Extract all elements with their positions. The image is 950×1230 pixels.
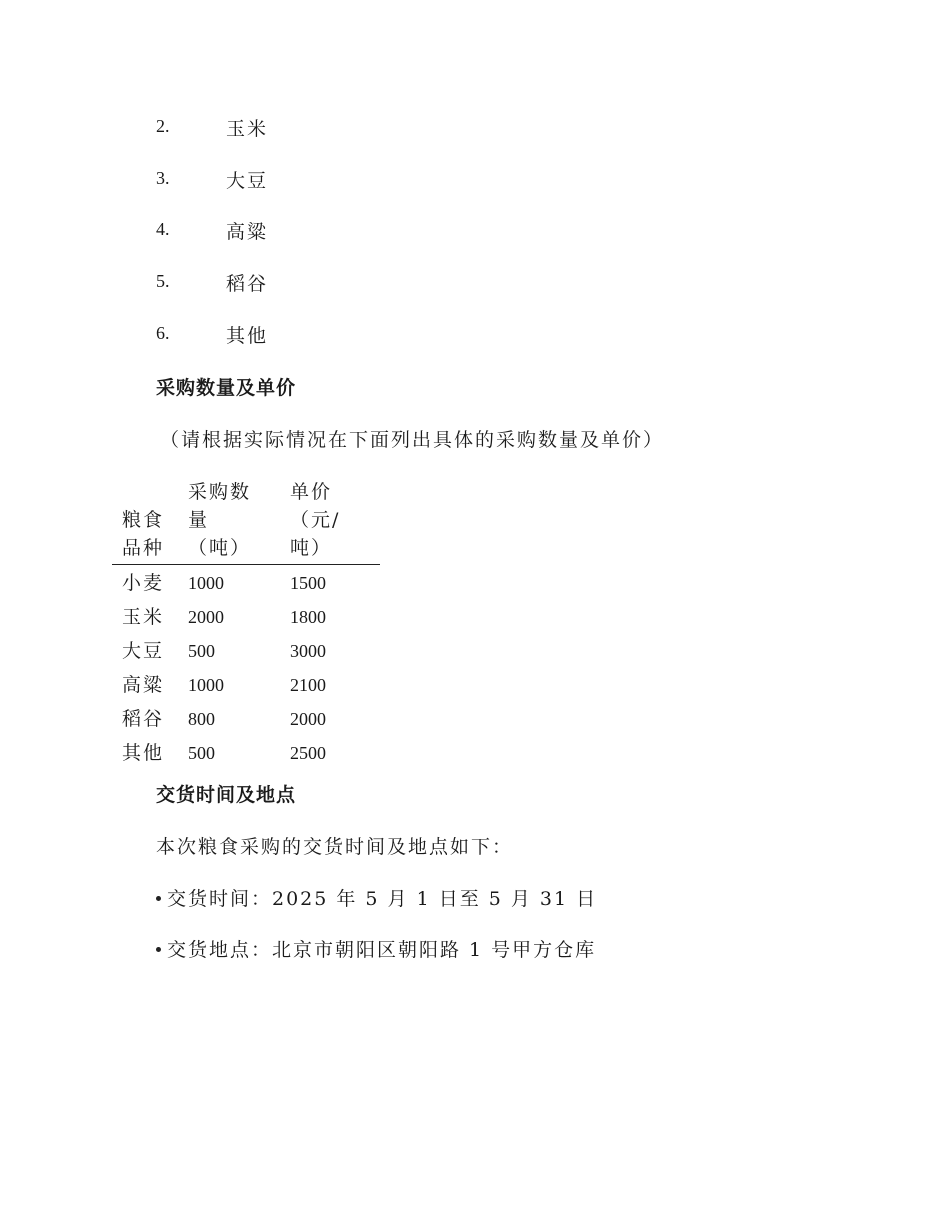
bullet-item — [156, 884, 597, 911]
bullet-icon — [156, 896, 161, 901]
table-cell-price: 2100 — [290, 675, 326, 695]
table-cell-item: 大豆 — [122, 640, 165, 662]
table-cell-qty: 1000 — [188, 573, 224, 593]
bullet-text: 交货地点：北京市朝阳区朝阳路 1 号甲方仓库 — [167, 939, 597, 961]
table-cell-qty: 1000 — [188, 675, 224, 695]
table-header-cell: 量 — [188, 509, 210, 531]
list-number: 2. — [156, 116, 170, 136]
table-header-cell: 吨） — [290, 537, 333, 559]
table-cell-price: 3000 — [290, 641, 326, 661]
table-header-cell: （吨） — [188, 537, 252, 559]
table-cell-qty: 2000 — [188, 607, 224, 627]
table-cell-item: 稻谷 — [122, 708, 165, 730]
table-cell-price: 1800 — [290, 607, 326, 627]
list-number: 5. — [156, 271, 170, 291]
bullet-item — [156, 935, 596, 962]
table-cell-price: 1500 — [290, 573, 326, 593]
bullet-icon — [156, 947, 161, 952]
list-number: 4. — [156, 219, 170, 239]
table-cell-item: 玉米 — [122, 606, 165, 628]
table-cell-qty: 800 — [188, 709, 215, 729]
table-cell-qty: 500 — [188, 641, 215, 661]
table-cell-price: 2000 — [290, 709, 326, 729]
table-cell-price: 2500 — [290, 743, 326, 763]
section-heading: 采购数量及单价 — [156, 377, 297, 399]
list-item: 稻谷 — [226, 273, 269, 295]
list-number: 6. — [156, 323, 170, 343]
table-header-cell: 单价 — [290, 481, 333, 503]
list-item: 其他 — [226, 325, 269, 347]
section-heading: 交货时间及地点 — [156, 784, 297, 806]
list-item: 高粱 — [226, 221, 269, 243]
table-cell-qty: 500 — [188, 743, 215, 763]
table-header-cell: 采购数 — [188, 481, 252, 503]
table-cell-item: 其他 — [122, 742, 165, 764]
section-intro: 本次粮食采购的交货时间及地点如下： — [156, 836, 514, 858]
table-cell-item: 小麦 — [122, 572, 165, 594]
table-cell-item: 高粱 — [122, 674, 165, 696]
table-header-cell: 品种 — [122, 537, 165, 559]
section-note: （请根据实际情况在下面列出具体的采购数量及单价） — [160, 429, 665, 451]
list-item: 玉米 — [226, 118, 269, 140]
bullet-text: 交货时间：2025 年 5 月 1 日至 5 月 31 日 — [167, 888, 598, 910]
list-number: 3. — [156, 168, 170, 188]
list-item: 大豆 — [226, 170, 269, 192]
table-header-cell: 粮食 — [122, 509, 165, 531]
table-header-rule — [112, 564, 380, 565]
table-header-cell: （元/ — [290, 509, 341, 531]
